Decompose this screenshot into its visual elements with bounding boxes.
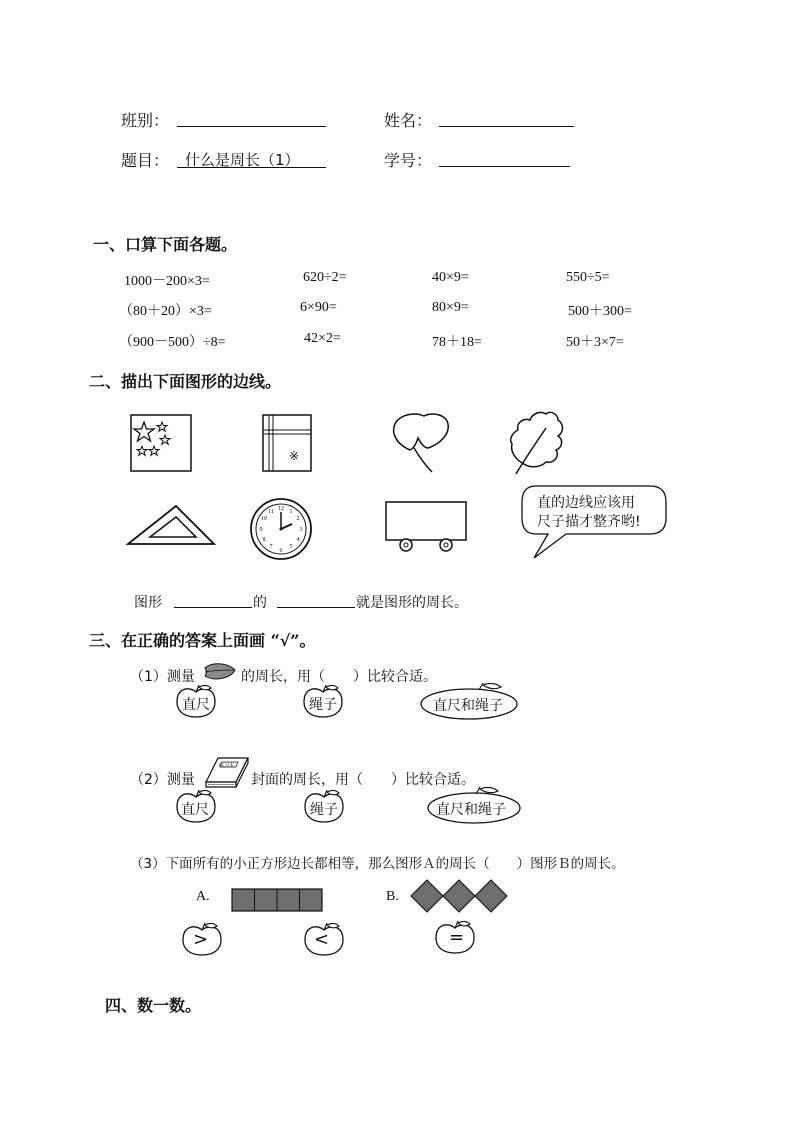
option-greater-label[interactable]: > <box>193 929 209 950</box>
svg-text:7: 7 <box>269 544 273 550</box>
leaf-figure[interactable] <box>506 408 566 476</box>
figure-b-label: B. <box>386 889 399 904</box>
option-rope-2-label[interactable]: 绳子 <box>310 802 338 818</box>
problem-1-4: 550÷5= <box>566 270 610 285</box>
problem-2-2: 6×90= <box>300 300 337 315</box>
perimeter-sentence-part3: 就是图形的周长。 <box>356 595 468 611</box>
problem-2-1: （80＋20）×3= <box>119 304 212 319</box>
speech-line-1: 直的边线应该用 <box>537 495 635 511</box>
option-ruler-2-label[interactable]: 直尺 <box>181 802 209 818</box>
svg-text:11: 11 <box>268 509 274 515</box>
problem-3-1: （900－500）÷8= <box>119 335 226 350</box>
q1-prefix: （1）测量 <box>130 669 195 685</box>
problem-3-3: 78＋18= <box>432 335 482 350</box>
speech-line-2: 尺子描才整齐哟! <box>537 514 641 530</box>
name-label: 姓名： <box>384 111 433 130</box>
perimeter-blank-1[interactable] <box>174 607 252 608</box>
class-label: 班别： <box>121 111 170 130</box>
topic-underline <box>177 167 326 168</box>
svg-text:2: 2 <box>296 516 300 522</box>
symbol-mark: ※ <box>289 449 300 463</box>
problem-2-3: 80×9= <box>432 300 469 315</box>
triangle-ruler-figure[interactable] <box>126 504 216 546</box>
svg-text:1: 1 <box>289 509 293 515</box>
perimeter-sentence-part1: 图形 <box>134 595 162 611</box>
svg-text:10: 10 <box>261 516 267 522</box>
box-car-figure[interactable] <box>384 500 468 554</box>
notebook-cover-text: 练习本 <box>219 763 235 769</box>
q2-prefix: （2）测量 <box>130 772 195 788</box>
perimeter-blank-2[interactable] <box>277 607 355 608</box>
svg-text:6: 6 <box>279 548 283 554</box>
figure-b-diamonds <box>410 878 508 914</box>
svg-text:8: 8 <box>262 537 266 543</box>
handkerchief-figure[interactable] <box>262 414 312 472</box>
leaf-icon <box>201 660 239 684</box>
section-3-title: 三、在正确的答案上面画 “√”。 <box>89 631 316 650</box>
section-4-title: 四、数一数。 <box>105 996 202 1015</box>
problem-3-4: 50＋3×7= <box>566 335 624 350</box>
student-no-field[interactable] <box>439 166 570 167</box>
problem-1-1: 1000－200×3= <box>124 274 210 289</box>
svg-text:5: 5 <box>289 544 293 550</box>
problem-2-4: 500＋300= <box>568 304 632 319</box>
clock-figure[interactable] <box>248 498 314 560</box>
problem-1-2: 620÷2= <box>303 270 347 285</box>
q1-suffix: 的周长，用（ ）比较合适。 <box>241 669 437 685</box>
perimeter-sentence-part2: 的 <box>253 595 267 611</box>
option-less-label[interactable]: < <box>314 929 330 950</box>
class-field[interactable] <box>177 126 326 127</box>
svg-text:12: 12 <box>278 506 284 512</box>
option-equal-label[interactable]: = <box>449 927 465 948</box>
option-both-2-label[interactable]: 直尺和绳子 <box>436 802 506 818</box>
option-both-1-label[interactable]: 直尺和绳子 <box>433 698 503 714</box>
section-2-title: 二、描出下面图形的边线。 <box>89 372 282 391</box>
section-1-title: 一、口算下面各题。 <box>93 235 238 254</box>
topic-value: 什么是周长（1） <box>185 151 300 169</box>
option-rope-1-label[interactable]: 绳子 <box>309 697 337 713</box>
svg-text:4: 4 <box>296 537 300 543</box>
student-no-label: 学号： <box>384 151 433 170</box>
q3-text: （3）下面所有的小正方形边长都相等，那么图形Ａ的周长（ ）图形Ｂ的周长。 <box>130 856 625 872</box>
topic-label: 题目： <box>121 151 170 170</box>
figure-a-squares <box>231 888 323 912</box>
option-ruler-1-label[interactable]: 直尺 <box>182 697 210 713</box>
problem-3-2: 42×2= <box>304 331 341 346</box>
svg-text:3: 3 <box>299 527 303 533</box>
svg-text:9: 9 <box>259 527 263 533</box>
figure-a-label: A. <box>196 889 210 904</box>
name-field[interactable] <box>439 126 574 127</box>
ginkgo-leaf-figure[interactable] <box>388 410 452 474</box>
problem-1-3: 40×9= <box>432 270 469 285</box>
q2-suffix: 封面的周长，用（ ）比较合适。 <box>251 772 475 788</box>
flag-figure[interactable] <box>130 414 192 472</box>
